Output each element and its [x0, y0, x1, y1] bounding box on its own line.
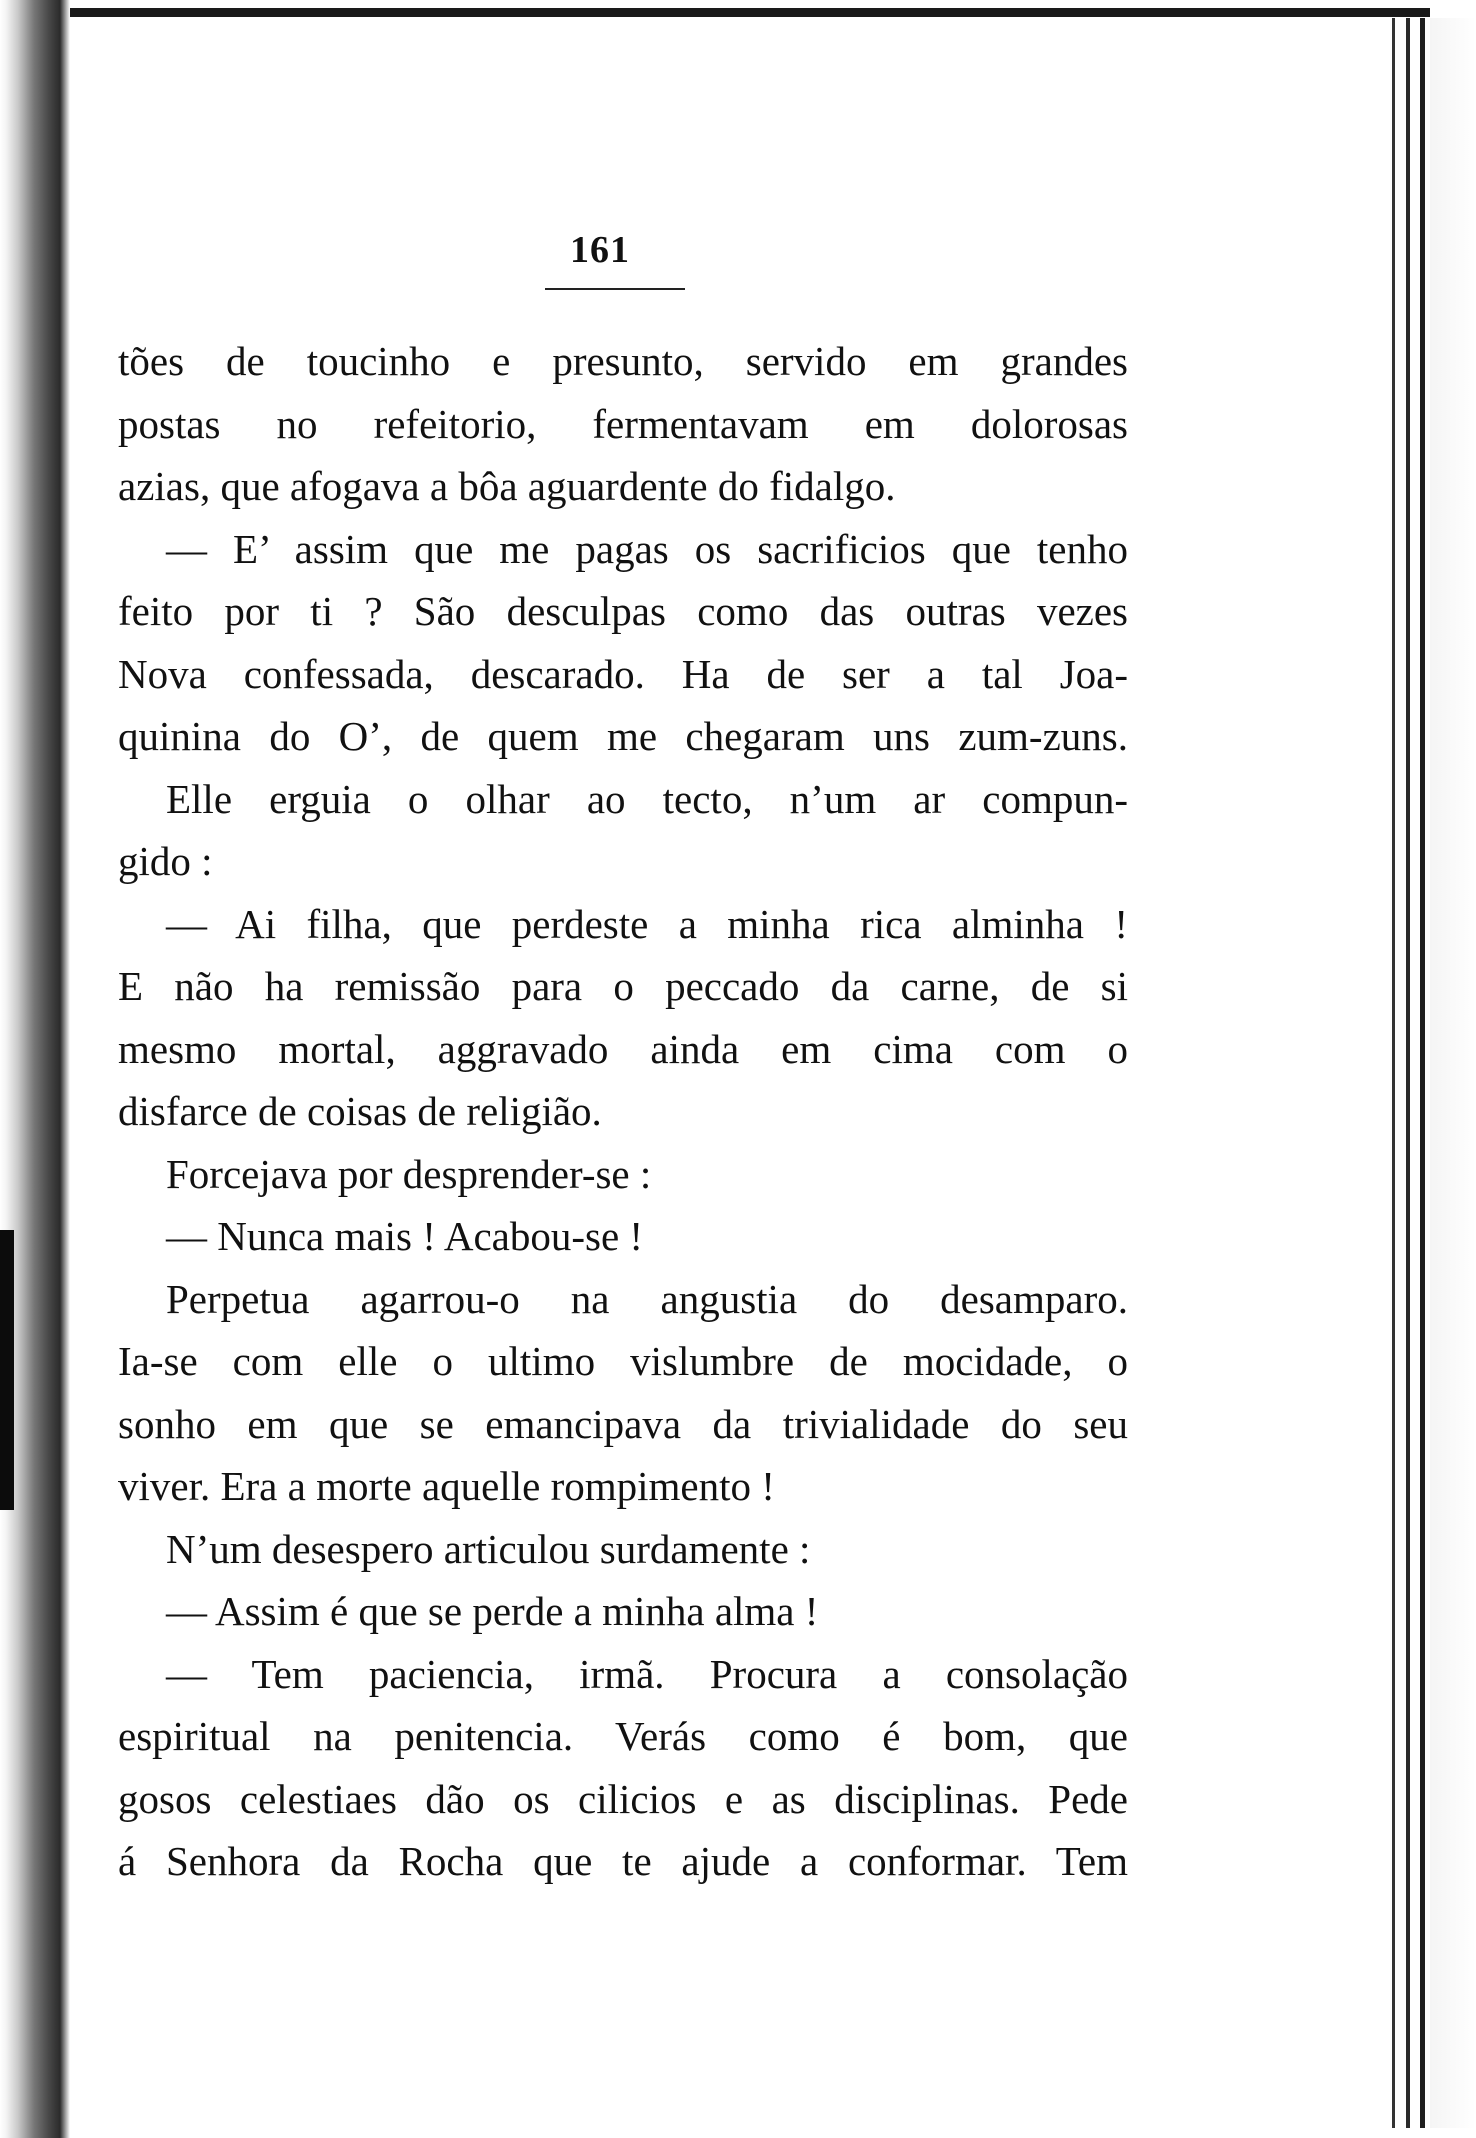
text-line: — Ai filha, que perdeste a minha rica alminha !: [166, 900, 1128, 947]
scan-binding-dark-mark: [0, 1230, 14, 1510]
text-line: feito por ti ? São desculpas como das outras vezes: [118, 588, 1128, 634]
text-line: sonho em que se emancipava da trivialidade do seu: [118, 1400, 1128, 1447]
text-line: — Assim é que se perde a minha alma !: [166, 1588, 819, 1634]
scan-binding-shadow: [0, 0, 70, 2138]
text-line: E não ha remissão para o peccado da carne, de si: [118, 963, 1128, 1009]
text-line: gosos celestiaes dão os cilicios e as disciplinas. Pede: [118, 1775, 1128, 1822]
text-line: disfarce de coisas de religião.: [118, 1088, 602, 1134]
scan-top-border: [70, 8, 1430, 17]
text-line: Forcejava por desprender-se :: [166, 1150, 652, 1197]
header-rule: [545, 288, 685, 290]
text-line: — E’ assim que me pagas os sacrificios que tenho: [166, 525, 1128, 572]
text-line: Ia-se com elle o ultimo vislumbre de mocidade, o: [118, 1338, 1128, 1384]
page-number: 161: [570, 229, 630, 271]
scan-page-edge-line: [1420, 18, 1425, 2128]
text-line: viver. Era a morte aquelle rompimento !: [118, 1463, 775, 1509]
text-line: Perpetua agarrou-o na angustia do desamparo.: [166, 1275, 1128, 1322]
text-line: quinina do O’, de quem me chegaram uns zum-zuns.: [118, 713, 1128, 759]
scan-page-edge-line: [1392, 18, 1395, 2128]
text-line: N’um desespero articulou surdamente :: [166, 1525, 811, 1572]
text-line: Nova confessada, descarado. Ha de ser a tal Joa-: [118, 650, 1128, 697]
text-line: — Tem paciencia, irmã. Procura a consolação: [166, 1650, 1128, 1697]
scan-page-edge: [1430, 18, 1476, 2128]
text-line: espiritual na penitencia. Verás como é bom, que: [118, 1713, 1128, 1759]
text-line: Elle erguia o olhar ao tecto, n’um ar compun-: [166, 775, 1128, 822]
scan-page-edge-line: [1406, 18, 1410, 2128]
text-line: á Senhora da Rocha que te ajude a conformar. Tem: [118, 1838, 1128, 1884]
body-text: [118, 330, 1128, 1893]
text-line: tões de toucinho e presunto, servido em grandes: [118, 338, 1128, 384]
text-line: postas no refeitorio, fermentavam em dolorosas: [118, 400, 1128, 447]
text-line: mesmo mortal, aggravado ainda em cima com o: [118, 1025, 1128, 1072]
text-line: gido :: [118, 838, 213, 884]
text-line: — Nunca mais ! Acabou-se !: [166, 1213, 644, 1259]
text-line: azias, que afogava a bôa aguardente do fidalgo.: [118, 463, 896, 509]
